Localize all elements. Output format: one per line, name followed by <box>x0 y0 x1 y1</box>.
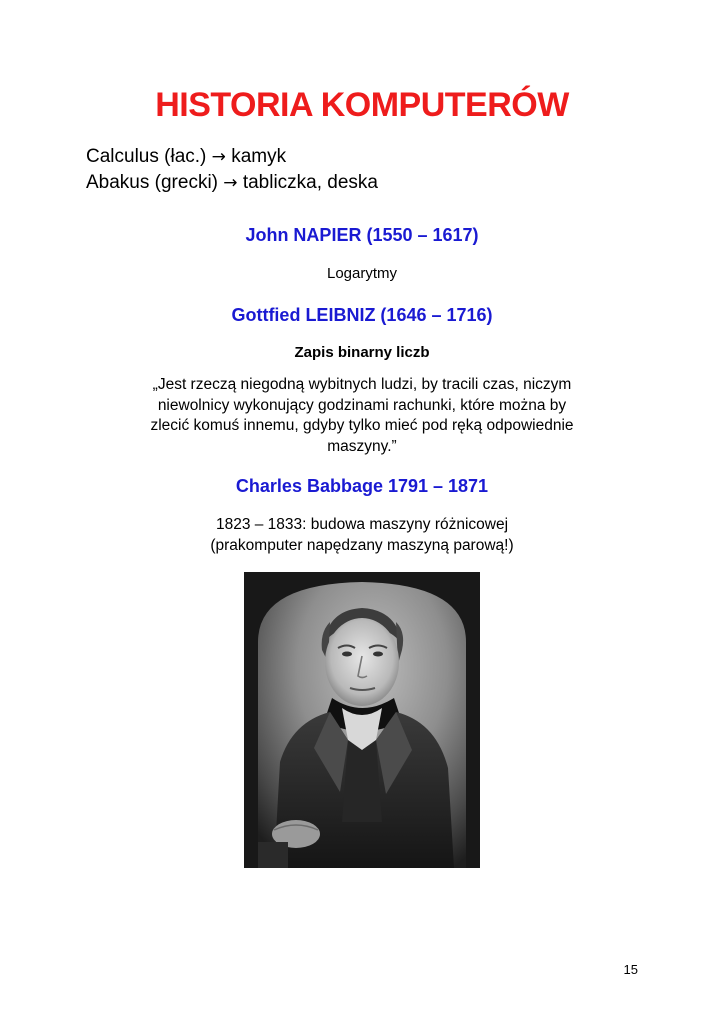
leibniz-subheading: Zapis binarny liczb <box>294 344 430 361</box>
quote-line: zlecić komuś innemu, gdyby tylko mieć pod ręką odpowiednie <box>150 417 574 434</box>
page-title: HISTORIA KOMPUTERÓW <box>155 86 569 124</box>
description-line: (prakomputer napędzany maszyną parową!) <box>210 537 514 554</box>
leibniz-quote <box>110 375 614 457</box>
babbage-description <box>0 514 724 556</box>
babbage-heading: Charles Babbage 1791 – 1871 <box>235 476 489 496</box>
quote-line: niewolnicy wykonujący godzinami rachunki, które można by <box>157 396 567 414</box>
intro-meaning: kamyk <box>231 146 287 167</box>
intro-term: Abakus (grecki) <box>86 172 218 193</box>
page-number: 15 <box>623 962 638 977</box>
napier-heading: John NAPIER (1550 – 1617) <box>245 225 479 245</box>
quote-line: maszyny.” <box>327 437 397 455</box>
babbage-portrait-photo <box>244 572 480 868</box>
description-line: 1823 – 1833: budowa maszyny różnicowej <box>215 516 509 533</box>
intro-line <box>86 144 378 170</box>
right-arrow-icon: → <box>211 147 226 167</box>
intro-meaning: tabliczka, deska <box>242 172 378 193</box>
intro-definitions <box>86 144 378 196</box>
right-arrow-icon: → <box>223 173 238 193</box>
intro-term: Calculus (łac.) <box>86 146 207 167</box>
quote-line: „Jest rzeczą niegodną wybitnych ludzi, by tracili czas, niczym <box>152 376 572 393</box>
napier-note: Logarytmy <box>326 265 398 282</box>
intro-line <box>86 170 378 196</box>
leibniz-heading: Gottfied LEIBNIZ (1646 – 1716) <box>231 305 493 325</box>
